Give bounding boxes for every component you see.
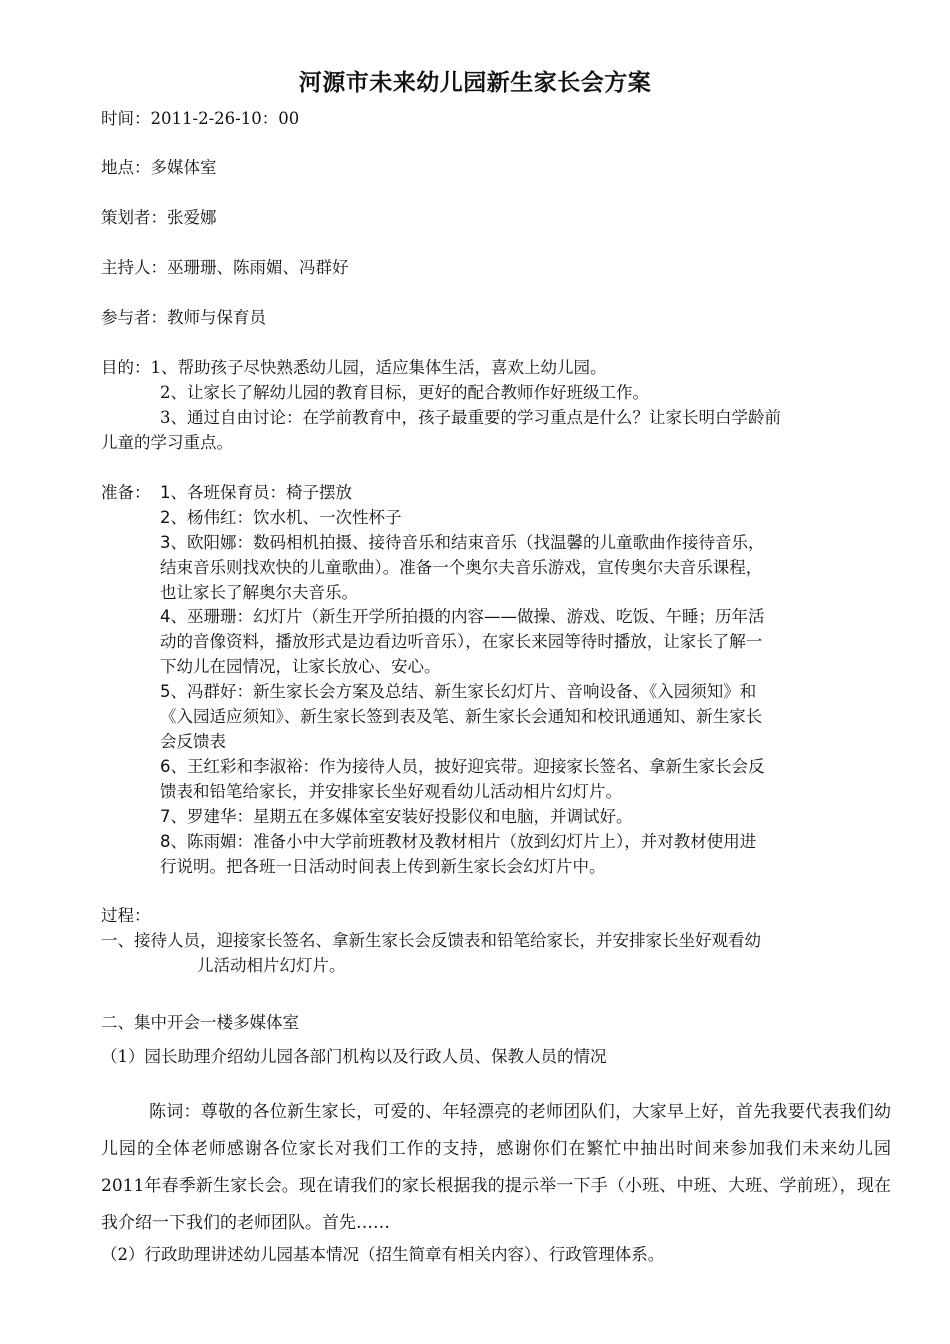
purpose-line-1: 目的：1、帮助孩子尽快熟悉幼儿园，适应集体生活，喜欢上幼儿园。: [101, 358, 607, 377]
prep-item: 2、杨伟红：饮水机、一次性杯子: [160, 508, 402, 527]
process-sub-1: （1）园长助理介绍幼儿园各部门机构以及行政人员、保教人员的情况: [101, 1047, 607, 1066]
process-sub-2: （2）行政助理讲述幼儿园基本情况（招生简章有相关内容）、行政管理体系。: [101, 1245, 665, 1264]
meeting-place: 地点：多媒体室: [101, 158, 217, 177]
prep-item: 结束音乐则找欢快的儿童歌曲）。准备一个奥尔夫音乐游戏，宣传奥尔夫音乐课程，: [160, 558, 763, 577]
purpose-line-2: 2、让家长了解幼儿园的教育目标，更好的配合教师作好班级工作。: [160, 383, 649, 402]
speech-paragraph: 陈词：尊敬的各位新生家长，可爱的、年轻漂亮的老师团队们，大家早上好，首先我要代表我们幼儿园的全体老师感谢各位家长对我们工作的支持，感谢你们在繁忙中抽出时间来参加我们未来幼儿园2011年春季新生家长会。现在请我们的家长根据我的提示举一下手（小班、中班、大班、学前班），现在我介绍一下我们的老师团队。首先……: [101, 1102, 891, 1233]
prep-item: 1、各班保育员：椅子摆放: [160, 483, 352, 502]
prep-item: 5、冯群好：新生家长会方案及总结、新生家长幻灯片、音响设备、《入园须知》和: [160, 682, 757, 701]
prep-item: 动的音像资料，播放形式是边看边听音乐），在家长来园等待时播放，让家长了解一: [160, 632, 763, 651]
prep-item: 馈表和铅笔给家长，并安排家长坐好观看幼儿活动相片幻灯片。: [160, 782, 622, 801]
prep-item: 4、巫珊珊：幻灯片（新生开学所拍摄的内容——做操、游戏、吃饭、午睡；历年活: [160, 607, 765, 626]
meeting-participants: 参与者：教师与保育员: [101, 308, 266, 327]
process-label: 过程：: [101, 906, 151, 925]
process-step-2: 二、集中开会一楼多媒体室: [101, 1013, 299, 1032]
process-step-1-cont: 儿活动相片幻灯片。: [197, 956, 346, 975]
prep-item: 会反馈表: [160, 732, 226, 751]
meeting-planner: 策划者：张爱娜: [101, 208, 217, 227]
prep-item: 下幼儿在园情况，让家长放心、安心。: [160, 657, 441, 676]
purpose-line-4: 儿童的学习重点。: [101, 433, 233, 452]
prep-item: 7、罗建华：星期五在多媒体室安装好投影仪和电脑，并调试好。: [160, 807, 633, 826]
meeting-time: 时间：2011-2-26-10：00: [101, 109, 300, 128]
meeting-hosts: 主持人：巫珊珊、陈雨媚、冯群好: [101, 258, 349, 277]
document-title: 河源市未来幼儿园新生家长会方案: [298, 70, 652, 96]
prep-item: 也让家长了解奥尔夫音乐。: [160, 583, 358, 602]
prep-item: 3、欧阳娜：数码相机拍摄、接待音乐和结束音乐（找温馨的儿童歌曲作接待音乐，: [160, 533, 765, 552]
prep-item: 《入园适应须知》、新生家长签到表及笔、新生家长会通知和校讯通通知、新生家长: [160, 707, 763, 726]
prep-item: 行说明。把各班一日活动时间表上传到新生家长会幻灯片中。: [160, 857, 606, 876]
process-step-1: 一、接待人员，迎接家长签名、拿新生家长会反馈表和铅笔给家长，并安排家长坐好观看幼: [101, 931, 761, 950]
prep-item: 8、陈雨媚：准备小中大学前班教材及教材相片（放到幻灯片上），并对教材使用进: [160, 832, 757, 851]
prep-label: 准备：: [101, 483, 151, 502]
prep-item: 6、王红彩和李淑裕：作为接待人员，披好迎宾带。迎接家长签名、拿新生家长会反: [160, 757, 765, 776]
purpose-line-3: 3、通过自由讨论：在学前教育中，孩子最重要的学习重点是什么？让家长明白学龄前: [160, 408, 781, 427]
